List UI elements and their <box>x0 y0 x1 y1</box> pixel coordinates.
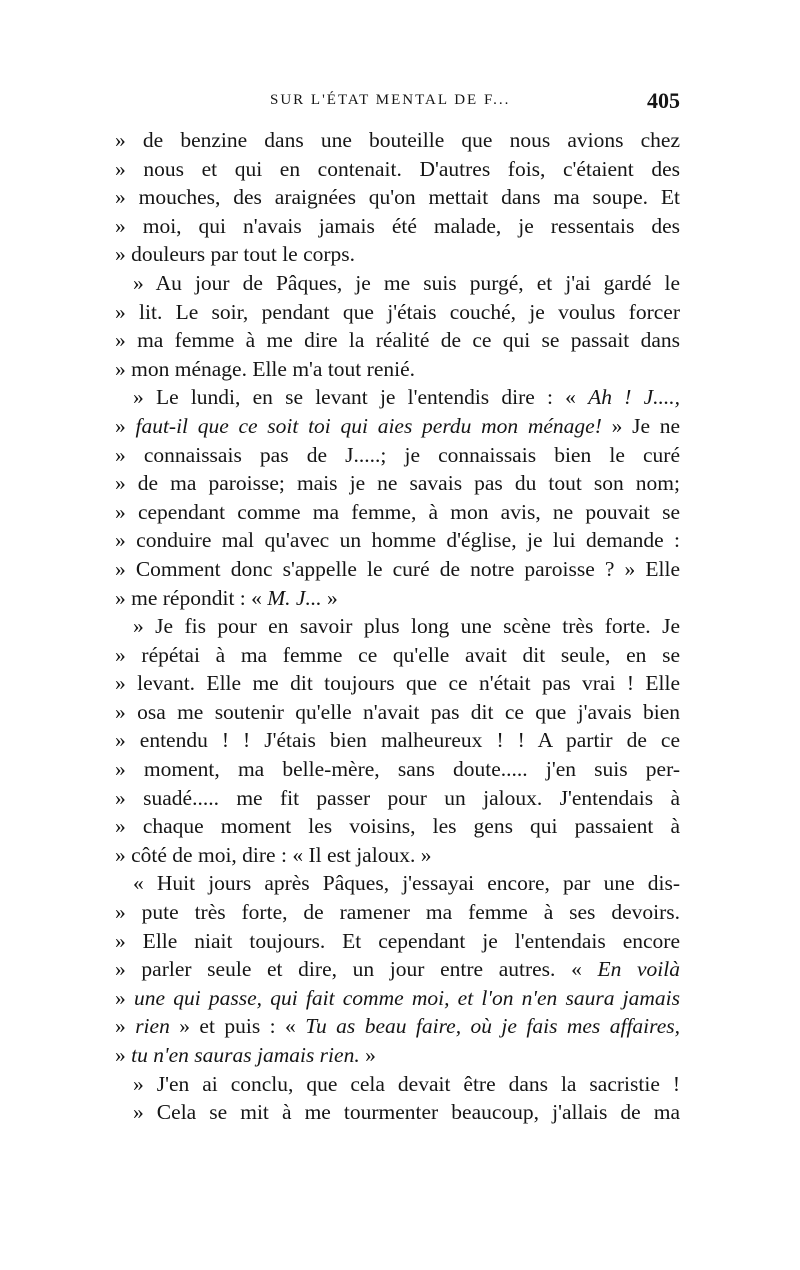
text-run: » nous et qui en contenait. D'autres fois, c'étaient des <box>115 156 680 181</box>
text-line <box>115 584 680 613</box>
text-run: » Cela se mit à me tourmenter beaucoup, j'allais de ma <box>133 1100 680 1125</box>
text-run: » <box>115 413 136 438</box>
text-line <box>115 1070 680 1099</box>
text-run: » Comment donc s'appelle le curé de notre paroisse ? » Elle <box>115 556 680 581</box>
text-run: » moi, qui n'avais jamais été malade, je ressentais des <box>115 213 680 238</box>
text-line <box>115 126 680 155</box>
text-run: » <box>359 1043 376 1067</box>
text-line <box>115 498 680 527</box>
text-run: » cependant comme ma femme, à mon avis, ne pouvait se <box>115 499 680 524</box>
running-head: SUR L'ÉTAT MENTAL DE F... <box>270 92 511 108</box>
text-line <box>115 183 680 212</box>
text-run: » Je fis pour en savoir plus long une scène très forte. Je <box>133 614 680 639</box>
text-run: » mouches, des araignées qu'on mettait dans ma soupe. Et <box>115 185 680 210</box>
text-run: » <box>321 585 338 610</box>
text-run: « Huit jours après Pâques, j'essayai encore, par une dis- <box>133 871 680 896</box>
italic-text: tu n'en sauras jamais rien. <box>131 1043 360 1067</box>
text-run: » Au jour de Pâques, je me suis purgé, et j'ai gardé le <box>133 270 680 295</box>
body-text <box>115 126 680 1127</box>
text-line <box>115 812 680 841</box>
text-run: » J'en ai conclu, que cela devait être dans la sacristie ! <box>133 1071 680 1096</box>
text-line <box>115 1098 680 1127</box>
text-line <box>115 641 680 670</box>
text-run: » moment, ma belle-mère, sans doute..... j'en suis per- <box>115 757 680 782</box>
text-line <box>115 841 680 870</box>
text-line <box>115 298 680 327</box>
text-run: » parler seule et dire, un jour entre autres. « <box>115 957 598 982</box>
text-line <box>115 355 680 384</box>
text-line <box>115 383 680 412</box>
text-line <box>115 984 680 1013</box>
text-run: » <box>115 985 134 1010</box>
text-run: » Elle niait toujours. Et cependant je l'entendais encore <box>115 928 680 953</box>
italic-text: faut-il que ce soit toi qui aies perdu mon ménage! <box>135 413 602 438</box>
text-run: » pute très forte, de ramener ma femme à ses devoirs. <box>115 900 680 925</box>
text-run: » lit. Le soir, pendant que j'étais couché, je voulus forcer <box>115 299 680 324</box>
text-run: » chaque moment les voisins, les gens qui passaient à <box>115 814 680 839</box>
text-line <box>115 869 680 898</box>
text-run: » côté de moi, dire : « Il est jaloux. » <box>115 842 432 867</box>
italic-text: Ah ! J...., <box>588 385 680 410</box>
text-run: » entendu ! ! J'étais bien malheureux ! ! A partir de ce <box>115 728 680 753</box>
text-run: » de benzine dans une bouteille que nous avions chez <box>115 128 680 152</box>
text-run: » Je ne <box>601 413 680 438</box>
text-line <box>115 698 680 727</box>
text-line <box>115 612 680 641</box>
italic-text: rien <box>135 1014 170 1039</box>
text-run: » Le lundi, en se levant je l'entendis dire : « <box>133 385 589 410</box>
text-line <box>115 526 680 555</box>
page-number: 405 <box>647 88 680 113</box>
text-line <box>115 240 680 269</box>
text-line <box>115 269 680 298</box>
text-line <box>115 898 680 927</box>
text-line <box>115 1041 680 1070</box>
text-run: » mon ménage. Elle m'a tout renié. <box>115 356 416 381</box>
italic-text: une qui passe, qui fait comme moi, et l'on n'en saura jamais <box>133 985 680 1010</box>
text-line <box>115 955 680 984</box>
text-line <box>115 669 680 698</box>
text-line <box>115 155 680 184</box>
text-line <box>115 212 680 241</box>
page-header <box>270 88 680 116</box>
text-line <box>115 555 680 584</box>
text-run: » de ma paroisse; mais je ne savais pas du tout son nom; <box>115 471 680 496</box>
text-run: » suadé..... me fit passer pour un jaloux. J'entendais à <box>115 785 680 810</box>
text-line <box>115 755 680 784</box>
text-run: » ma femme à me dire la réalité de ce qui se passait dans <box>115 328 680 353</box>
text-line <box>115 441 680 470</box>
text-line <box>115 784 680 813</box>
text-run: » répétai à ma femme ce qu'elle avait dit seule, en se <box>115 642 680 667</box>
text-line <box>115 469 680 498</box>
text-run: » connaissais pas de J.....; je connaissais bien le curé <box>115 442 680 467</box>
text-run: » osa me soutenir qu'elle n'avait pas dit ce que j'avais bien <box>115 699 680 724</box>
text-run: » levant. Elle me dit toujours que ce n'était pas vrai ! Elle <box>115 671 680 696</box>
italic-text: Tu as beau faire, où je fais mes affaires, <box>305 1014 680 1039</box>
text-run: » et puis : « <box>169 1014 306 1039</box>
text-run: » douleurs par tout le corps. <box>115 242 356 267</box>
italic-text: M. J... <box>267 585 322 610</box>
text-line <box>115 927 680 956</box>
text-run: » <box>115 1043 132 1067</box>
italic-text: En voilà <box>597 957 680 982</box>
text-line <box>115 412 680 441</box>
text-line <box>115 726 680 755</box>
text-line <box>115 326 680 355</box>
text-run: » me répondit : « <box>115 585 268 610</box>
text-line <box>115 1012 680 1041</box>
text-run: » <box>115 1014 136 1039</box>
text-run: » conduire mal qu'avec un homme d'église, je lui demande : <box>115 528 680 553</box>
